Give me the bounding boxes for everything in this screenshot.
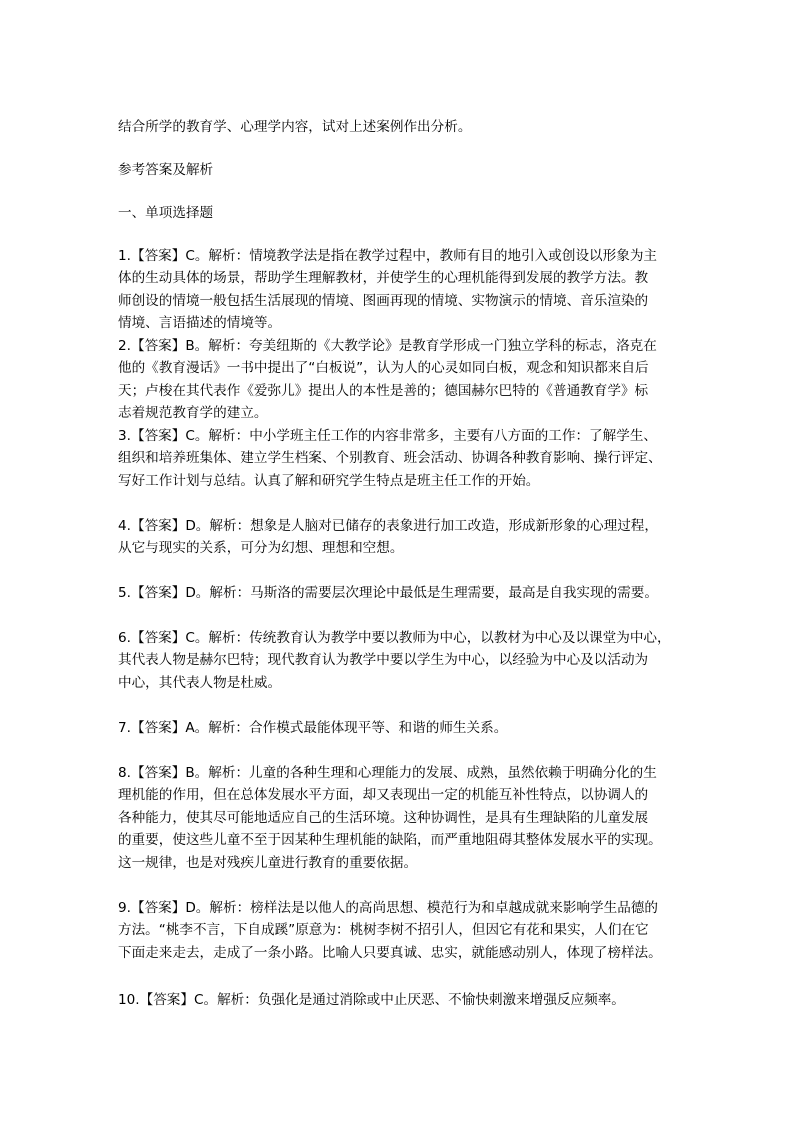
answers-heading bbox=[118, 159, 698, 181]
answer-line: 这一规律，也是对残疾儿童进行教育的重要依据。 bbox=[118, 854, 418, 871]
answer-item-3 bbox=[118, 425, 698, 492]
answer-item-6 bbox=[118, 627, 698, 694]
section-heading-text: 一、单项选择题 bbox=[118, 205, 214, 221]
answer-item-4 bbox=[118, 515, 698, 560]
answer-item-8 bbox=[118, 762, 698, 874]
answer-line: 8.【答案】B。解析：儿童的各种生理和心理能力的发展、成熟，虽然依赖于明确分化的生 bbox=[118, 765, 657, 781]
answer-line: 天；卢梭在其代表作《爱弥儿》提出人的本性是善的；德国赫尔巴特的《普通教育学》标 bbox=[118, 382, 649, 399]
answer-item-9 bbox=[118, 897, 698, 964]
answer-line: 中心，其代表人物是杜威。 bbox=[118, 674, 282, 691]
answer-line: 4.【答案】D。解析：想象是人脑对已储存的表象进行加工改造，形成新形象的心理过程， bbox=[118, 518, 658, 534]
answer-line: 他的《教育漫话》一书中提出了“白板说”，认为人的心灵如同白板，观念和知识都来自后 bbox=[118, 360, 649, 377]
answer-line: 的重要，使这些儿童不至于因某种生理机能的缺陷，而严重地阻碍其整体发展水平的实现。 bbox=[118, 832, 662, 849]
answer-line: 各种能力，使其尽可能地适应自己的生活环境。这种协调性，是具有生理缺陷的儿童发展 bbox=[118, 809, 649, 826]
answer-line: 9.【答案】D。解析：榜样法是以他人的高尚思想、模范行为和卓越成就来影响学生品德的 bbox=[118, 900, 658, 916]
answer-line: 下面走来走去，走成了一条小路。比喻人只要真诚、忠实，就能感动别人，体现了榜样法。 bbox=[118, 944, 662, 961]
answer-line: 师创设的情境一般包括生活展现的情境、图画再现的情境、实物演示的情境、音乐渲染的 bbox=[118, 292, 649, 309]
answer-line: 6.【答案】C。解析：传统教育认为教学中要以教师为中心，以教材为中心及以课堂为中心， bbox=[118, 630, 671, 646]
answer-line: 其代表人物是赫尔巴特；现代教育认为教学中要以学生为中心，以经验为中心及以活动为 bbox=[118, 652, 649, 669]
answer-item-5 bbox=[118, 582, 698, 604]
answer-item-10 bbox=[118, 989, 698, 1011]
answer-line: 7.【答案】A。解析：合作模式最能体现平等、和谐的师生关系。 bbox=[118, 720, 508, 736]
answer-line: 写好工作计划与总结。认真了解和研究学生特点是班主任工作的开始。 bbox=[118, 472, 540, 489]
answer-line: 体的生动具体的场景，帮助学生理解教材，并使学生的心理机能得到发展的教学方法。教 bbox=[118, 270, 649, 287]
answer-line: 志着规范教育学的建立。 bbox=[118, 405, 268, 422]
answer-item-2 bbox=[118, 335, 698, 425]
answer-line: 5.【答案】D。解析：马斯洛的需要层次理论中最低是生理需要，最高是自我实现的需要。 bbox=[118, 585, 658, 601]
intro-paragraph bbox=[118, 116, 698, 138]
answer-line: 2.【答案】B。解析：夸美纽斯的《大教学论》是教育学形成一门独立学科的标志，洛克在 bbox=[118, 338, 657, 354]
answer-line: 情境、言语描述的情境等。 bbox=[118, 315, 282, 332]
answer-item-1 bbox=[118, 245, 698, 335]
answer-line: 10.【答案】C。解析：负强化是通过消除或中止厌恶、不愉快刺激来增强反应频率。 bbox=[118, 992, 625, 1008]
section-heading bbox=[118, 202, 698, 224]
intro-text: 结合所学的教育学、心理学内容，试对上述案例作出分析。 bbox=[118, 119, 472, 135]
answer-line: 1.【答案】C。解析：情境教学法是指在教学过程中，教师有目的地引入或创设以形象为主 bbox=[118, 248, 658, 264]
answers-heading-text: 参考答案及解析 bbox=[118, 162, 214, 178]
answer-line: 理机能的作用，但在总体发展水平方面，却又表现出一定的机能互补性特点，以协调人的 bbox=[118, 787, 649, 804]
answer-line: 3.【答案】C。解析：中小学班主任工作的内容非常多，主要有八方面的工作：了解学生、 bbox=[118, 428, 658, 444]
answer-line: 从它与现实的关系，可分为幻想、理想和空想。 bbox=[118, 540, 404, 557]
answer-line: 方法。“桃李不言，下自成蹊”原意为：桃树李树不招引人，但因它有花和果实，人们在它 bbox=[118, 922, 649, 939]
answer-item-7 bbox=[118, 717, 698, 739]
answer-line: 组织和培养班集体、建立学生档案、个别教育、班会活动、协调各种教育影响、操行评定、 bbox=[118, 450, 662, 467]
